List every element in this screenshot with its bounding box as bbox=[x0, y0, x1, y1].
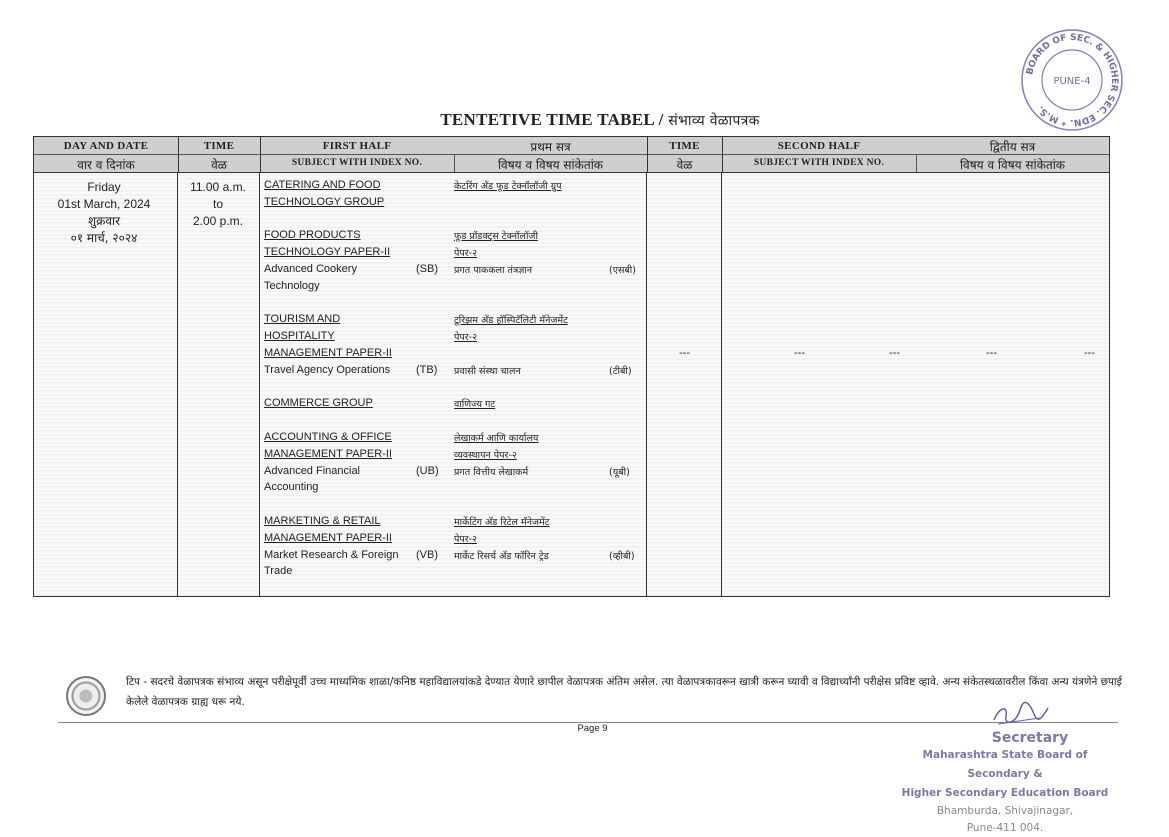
board-name-2: Higher Secondary Education Board bbox=[901, 787, 1109, 799]
subject-mr: केटरिंग अँड फूड टेक्नॉलॉजी ग्रुप bbox=[454, 181, 562, 192]
subject-en: MANAGEMENT PAPER-II bbox=[264, 447, 392, 460]
header-day-mr: वार व दिनांक bbox=[77, 158, 135, 172]
subject-mr: लेखाकर्म आणि कार्यालय bbox=[454, 433, 539, 444]
time-table bbox=[33, 136, 1110, 597]
second-dash-1: --- bbox=[794, 347, 805, 359]
header-time2-mr: वेळ bbox=[676, 158, 693, 172]
subject-mr: प्रगत वित्तीय लेखाकर्म bbox=[454, 466, 529, 478]
second-dash-3: --- bbox=[986, 347, 997, 359]
subject-mr: प्रवासी संस्था चालन bbox=[454, 365, 521, 377]
subject-en: CATERING AND FOOD bbox=[264, 179, 381, 191]
footer-note: टिप - सदरचे वेळापत्रक संभाव्य असून परीक्षेपूर्वी उच्च माध्यमिक शाळा/कनिष्ठ महाविद्यालयांकडे देण्यात येणारे छापील वेळापत्रक अंतिम असेल. त्या वेळापत्रकावरून खात्री करून घ्यावी व विद्यार्थ्यांनी परीक्षेस प्रविष्ट व्हावे. अन्य संकेतस्थळावरील किंवा अन्य यंत्रणेने छपाई केलेले वेळापत्रक ग्राह्य धरू नये. bbox=[126, 676, 1122, 708]
time-to: to bbox=[212, 197, 223, 211]
subject-code: (SB) bbox=[416, 263, 438, 275]
header-time-en: TIME bbox=[203, 140, 235, 152]
time2-dash: --- bbox=[679, 347, 690, 359]
subject-en: TECHNOLOGY GROUP bbox=[264, 195, 385, 208]
subject-en: Advanced Cookery bbox=[264, 263, 357, 275]
subject-code-mr: (एसबी) bbox=[609, 265, 636, 276]
header-subj-mr: विषय व विषय सांकेतांक bbox=[497, 158, 604, 172]
board-emblem-icon bbox=[66, 676, 106, 716]
second-dash-4: --- bbox=[1084, 347, 1095, 359]
day-mr: शुक्रवार bbox=[87, 214, 121, 228]
subject-en: HOSPITALITY bbox=[264, 330, 335, 343]
subject-mr: पेपर-२ bbox=[454, 332, 478, 344]
header-time2-en: TIME bbox=[669, 140, 700, 152]
subject-code: (TB) bbox=[416, 363, 438, 376]
subject-en: FOOD PRODUCTS bbox=[264, 229, 361, 242]
subject-mr: प्रगत पाककला तंत्रज्ञान bbox=[454, 265, 533, 276]
header-time-mr: वेळ bbox=[211, 158, 227, 172]
header-second-en: SECOND HALF bbox=[777, 140, 861, 152]
subject-en: TECHNOLOGY PAPER-II bbox=[264, 246, 391, 259]
stamp-ring-text: BOARD OF SEC. & HIGHER SEC. EDN. * M.S. bbox=[1025, 32, 1120, 128]
title-en: TENTETIVE TIME TABEL / bbox=[440, 110, 669, 129]
header-subj2-mr: विषय व विषय सांकेतांक bbox=[959, 158, 1066, 172]
subject-en: Advanced Financial bbox=[264, 464, 361, 477]
subject-en: Trade bbox=[264, 565, 293, 578]
header-first-en: FIRST HALF bbox=[322, 140, 392, 152]
col-time2 bbox=[647, 137, 722, 596]
board-address-2: Pune-411 004. bbox=[966, 822, 1044, 834]
subject-en: TOURISM AND bbox=[264, 313, 341, 326]
secretary-title: Secretary bbox=[991, 730, 1069, 746]
header-subj2-en: SUBJECT WITH INDEX NO. bbox=[753, 158, 885, 168]
subject-en: Accounting bbox=[264, 481, 319, 494]
subject-en: MANAGEMENT PAPER-II bbox=[264, 347, 392, 359]
date-en: 01st March, 2024 bbox=[57, 197, 151, 211]
header-day-en: DAY AND DATE bbox=[63, 140, 149, 152]
second-dash-2: --- bbox=[889, 347, 900, 359]
subject-mr: पेपर-२ bbox=[454, 248, 478, 260]
subject-mr: टूरिझम अँड हॉस्पिटॅलिटी मॅनेजमेंट bbox=[454, 315, 568, 327]
subject-mr: मार्केटिंग अँड रिटेल मॅनेजमेंट bbox=[454, 517, 550, 528]
subject-en: MARKETING & RETAIL bbox=[264, 515, 381, 527]
subject-code: (VB) bbox=[416, 548, 438, 561]
subject-en: MANAGEMENT PAPER-II bbox=[264, 531, 392, 544]
subject-code-mr: (व्हीबी) bbox=[609, 550, 635, 562]
table-header bbox=[34, 137, 1109, 173]
board-name-1: Maharashtra State Board of Secondary & bbox=[922, 749, 1088, 780]
stamp-center-text: PUNE-4 bbox=[1053, 76, 1091, 87]
subject-en: COMMERCE GROUP bbox=[264, 397, 373, 410]
subject-code-mr: (टीबी) bbox=[609, 365, 632, 377]
subject-mr: मार्केट रिसर्च अँड फॉरिन ट्रेड bbox=[454, 550, 549, 562]
subject-code: (UB) bbox=[416, 464, 439, 477]
page-number: Page 9 bbox=[577, 723, 608, 734]
subject-mr: व्यवस्थापन पेपर-२ bbox=[454, 449, 517, 461]
subject-mr: वाणिज्य गट bbox=[454, 399, 496, 411]
time-start: 11.00 a.m. bbox=[190, 180, 246, 194]
title-mr: संभाव्य वेळापत्रक bbox=[668, 113, 760, 129]
header-subj-en: SUBJECT WITH INDEX NO. bbox=[291, 158, 423, 168]
date-mr: ०१ मार्च, २०२४ bbox=[70, 231, 138, 245]
day-date-cell bbox=[34, 179, 174, 247]
board-address-1: Bhamburda, Shivajinagar, bbox=[936, 805, 1074, 817]
page-title bbox=[0, 110, 1169, 130]
subject-mr: पेपर-२ bbox=[454, 533, 478, 545]
subject-en: Market Research & Foreign bbox=[264, 548, 399, 561]
subject-en: Technology bbox=[264, 279, 320, 292]
subject-mr: फूड प्रॉडक्ट्स टेक्नॉलॉजी bbox=[454, 231, 538, 243]
day-en: Friday bbox=[87, 180, 121, 194]
header-second-mr: द्वितीय सत्र bbox=[989, 140, 1036, 154]
signature-icon bbox=[990, 700, 1050, 728]
header-first-mr: प्रथम सत्र bbox=[530, 140, 571, 154]
time-end: 2.00 p.m. bbox=[192, 214, 244, 228]
col-second-half bbox=[722, 137, 1109, 596]
subject-en: Travel Agency Operations bbox=[264, 363, 391, 376]
secretary-signature-block bbox=[895, 730, 1115, 837]
subject-en: ACCOUNTING & OFFICE bbox=[264, 431, 392, 443]
time-cell bbox=[178, 179, 258, 230]
subject-code-mr: (यूबी) bbox=[609, 466, 630, 478]
